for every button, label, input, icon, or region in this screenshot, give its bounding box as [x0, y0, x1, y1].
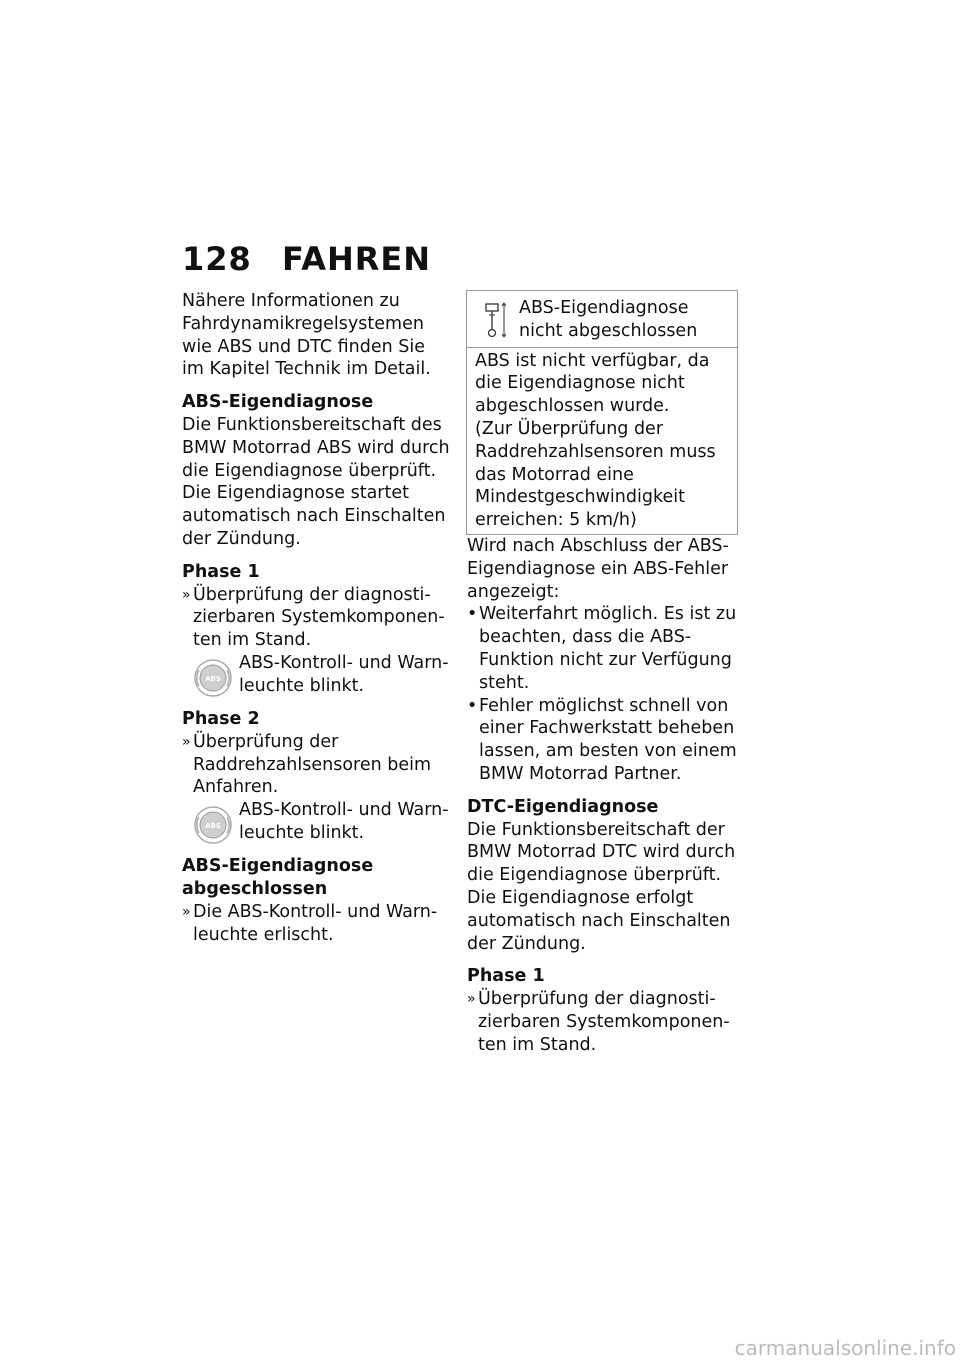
- phase2-indicator-text: ABS-Kontroll- und Warnleuchte blinkt.: [239, 800, 449, 843]
- abs-warning-light-icon: [193, 658, 233, 698]
- abs-warning-light-icon: [193, 805, 233, 845]
- chapter-title: FAHREN: [282, 240, 432, 278]
- left-column: [182, 290, 450, 946]
- dtc-section-title: DTC-Eigendiagnose: [467, 796, 659, 817]
- dtc-section-text: Die Funktionsbereitschaft der BMW Motorrad DTC wird durch die Eigendiagnose überprüft. Die Eigendiagnose erfolgt automatisch nach Einschalten der Zündung.: [467, 819, 736, 954]
- abs-label: ABS: [205, 822, 221, 831]
- abs-done-title: ABS-Eigendiagnose abgeschlossen: [182, 856, 374, 899]
- note-header: [467, 291, 737, 348]
- after-diagnosis-text: Wird nach Abschluss der ABS-Eigendiagnose ein ABS-Fehler angezeigt:: [467, 535, 729, 602]
- workshop-tool-icon: [481, 301, 509, 339]
- phase1-indicator-text: ABS-Kontroll- und Warnleuchte blinkt.: [239, 652, 449, 696]
- step-marker: »: [182, 903, 191, 920]
- intro-text: Nähere Informationen zu Fahrdynamikregelsystemen wie ABS und DTC finden Sie im Kapitel Technik im Detail.: [182, 291, 431, 380]
- bullet-text: Fehler möglichst schnell von einer Fachwerkstatt beheben lassen, am besten von einem BMW Motorrad Partner.: [479, 695, 737, 784]
- phase2-title: Phase 2: [182, 708, 260, 729]
- abs-label: ABS: [205, 674, 221, 683]
- note-body: [467, 348, 737, 534]
- abs-done-step-text: Die ABS-Kontroll- und Warnleuchte erlischt.: [193, 901, 438, 945]
- page-number: 128: [182, 240, 252, 278]
- bullet-marker: •: [467, 695, 478, 716]
- dtc-phase1-step-text: Überprüfung der diagnostizierbaren Systemkomponenten im Stand.: [478, 989, 730, 1055]
- phase2-step: [182, 731, 450, 845]
- abs-section-title: ABS-Eigendiagnose: [182, 392, 374, 413]
- note-box: [466, 290, 738, 535]
- note-text: ABS ist nicht verfügbar, da die Eigendiagnose nicht abgeschlossen wurde.: [475, 350, 710, 417]
- list-item: [467, 695, 739, 786]
- page-heading: [182, 240, 431, 278]
- step-marker: »: [182, 733, 191, 750]
- phase1-step: [182, 584, 450, 698]
- abs-done-step: [182, 901, 450, 947]
- step-marker: »: [467, 991, 476, 1008]
- dtc-phase1-step: [467, 988, 739, 1056]
- phase2-indicator: [193, 799, 450, 845]
- dtc-phase1-title: Phase 1: [467, 966, 545, 987]
- phase1-indicator: [193, 652, 450, 698]
- bullet-text: Weiterfahrt möglich. Es ist zu beachten, dass die ABS-Funktion nicht zur Verfügung steht.: [479, 604, 737, 693]
- phase1-title: Phase 1: [182, 561, 260, 582]
- footer-watermark: carmanualsonline.info: [734, 1336, 956, 1360]
- note-title: ABS-Eigendiagnose nicht abgeschlossen: [519, 298, 698, 341]
- right-column: [467, 290, 739, 1057]
- list-item: [467, 603, 739, 694]
- bullet-marker: •: [467, 604, 478, 625]
- abs-section-text: Die Funktionsbereitschaft des BMW Motorrad ABS wird durch die Eigendiagnose überprüft. Die Eigendiagnose startet automatisch nach Einschalten der Zündung.: [182, 414, 450, 549]
- step-marker: »: [182, 586, 191, 603]
- phase2-step-text: Überprüfung der Raddrehzahlsensoren beim Anfahren.: [193, 731, 432, 798]
- note-text-2: (Zur Überprüfung der Raddrehzahlsensoren muss das Motorrad eine Mindestgeschwindigkeit erreichen: 5 km/h): [475, 418, 716, 531]
- phase1-step-text: Überprüfung der diagnostizierbaren Systemkomponenten im Stand.: [193, 584, 445, 651]
